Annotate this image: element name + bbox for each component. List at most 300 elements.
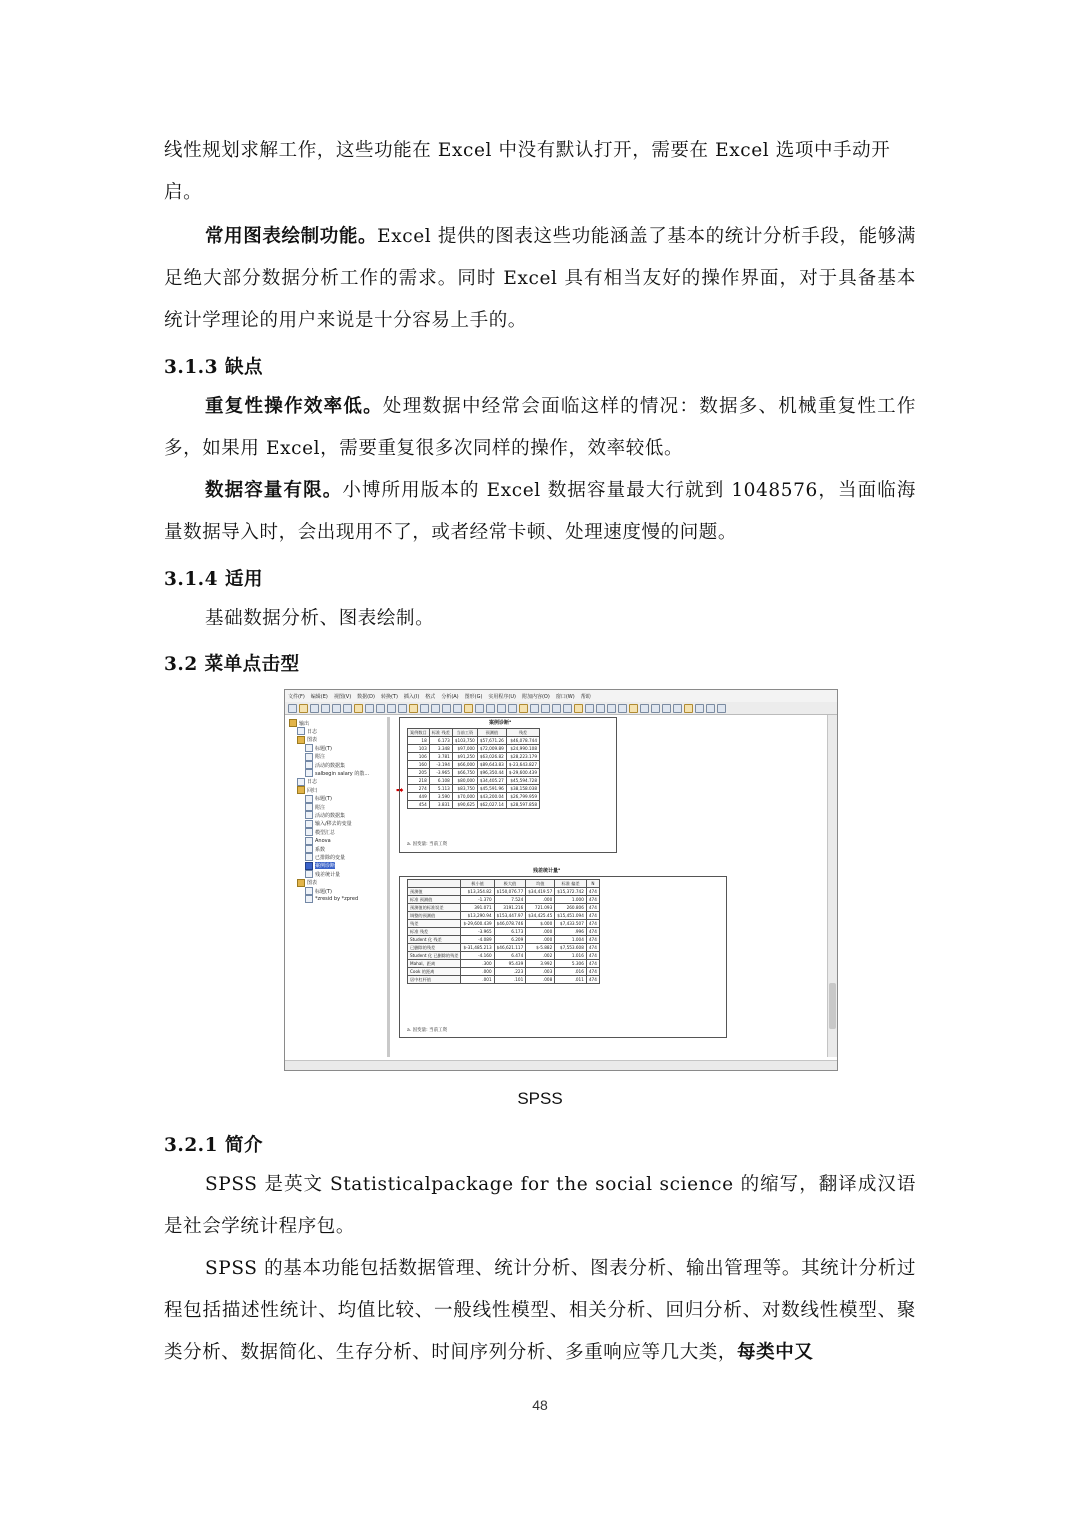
navigator-item-label: 残差统计量 xyxy=(315,871,341,878)
table-cell: $43,200.04 xyxy=(477,793,506,801)
table-footnote: a. 因变量: 当前工资 xyxy=(407,842,448,847)
column-header xyxy=(408,880,461,888)
document-icon xyxy=(305,837,313,845)
table-cell: $96,350.44 xyxy=(477,769,506,777)
table-cell: 474 xyxy=(586,952,599,960)
table-row xyxy=(408,960,600,968)
table-cell: $70,000 xyxy=(452,793,477,801)
toolbar-button-icon[interactable] xyxy=(563,704,572,713)
document-icon xyxy=(305,828,313,836)
bold-lead: 数据容量有限。 xyxy=(205,480,343,501)
table-row xyxy=(408,896,600,904)
table-cell: -3.194 xyxy=(429,761,452,769)
toolbar-button-icon[interactable] xyxy=(596,704,605,713)
table-cell: $24,990.108 xyxy=(506,745,539,753)
spss-menu-item[interactable]: 图形(G) xyxy=(464,693,483,700)
spss-menu-item[interactable]: 插入(I) xyxy=(403,693,420,700)
table-cell: 106 xyxy=(408,753,430,761)
spss-output-pane xyxy=(393,717,827,1057)
table-cell: $26,799.959 xyxy=(506,793,539,801)
table-row xyxy=(408,761,540,769)
paragraph-text: SPSS 的基本功能包括数据管理、统计分析、图表分析、输出管理等。其统计分析过程包括描述性统计、均值比较、一般线性模型、相关分析、回归分析、对数线性模型、聚类分析、数据简化、生存分析、时间序列分析、多重响应等几大类， xyxy=(164,1258,916,1363)
toolbar-button-icon[interactable] xyxy=(651,704,660,713)
toolbar-button-icon[interactable] xyxy=(310,704,319,713)
navigator-item-label: 已排除的变量 xyxy=(315,854,346,861)
navigator-item[interactable] xyxy=(305,895,358,903)
table-cell: 474 xyxy=(586,944,599,952)
table-cell: 474 xyxy=(586,904,599,912)
toolbar-button-icon[interactable] xyxy=(541,704,550,713)
folder-icon xyxy=(297,786,305,794)
document-icon xyxy=(305,753,313,761)
table-cell: 6.173 xyxy=(429,737,452,745)
navigator-item[interactable] xyxy=(305,853,345,861)
document-icon xyxy=(305,811,313,819)
table-row xyxy=(408,976,600,984)
navigator-item[interactable] xyxy=(297,736,317,744)
table-cell: $45,591.96 xyxy=(477,785,506,793)
table-cell: 3.831 xyxy=(429,801,452,809)
table-cell: .008 xyxy=(526,976,555,984)
figure-caption: SPSS xyxy=(517,1089,563,1108)
bold-lead: 常用图表绘制功能。 xyxy=(205,226,378,247)
navigator-item-label: 活动的数据集 xyxy=(315,812,346,819)
document-icon xyxy=(305,744,313,752)
navigator-item[interactable] xyxy=(305,845,325,853)
table-row xyxy=(408,968,600,976)
paragraph-spss-intro: SPSS 是英文 Statisticalpackage for the social science 的缩写，翻译成汉语是社会学统计程序包。 xyxy=(164,1174,916,1237)
navigator-item[interactable] xyxy=(297,727,317,735)
table-row xyxy=(408,904,600,912)
folder-icon xyxy=(297,736,305,744)
table-cell: 218 xyxy=(408,777,430,785)
table-cell: $153,447.97 xyxy=(494,912,526,920)
table-row xyxy=(408,888,600,896)
column-header: 标准 偏差 xyxy=(555,880,587,888)
navigator-item-label: 图表 xyxy=(307,880,318,887)
table-cell: 1.016 xyxy=(555,952,587,960)
spss-menu-item[interactable]: 转换(T) xyxy=(380,693,398,700)
spss-menu-item[interactable]: 窗口(W) xyxy=(555,693,575,700)
navigator-item[interactable] xyxy=(305,837,331,845)
document-icon xyxy=(297,727,305,735)
paragraph-chart-features xyxy=(164,216,916,342)
spss-menu-item[interactable]: 编辑(E) xyxy=(310,693,328,700)
table-cell: $63,026.82 xyxy=(477,753,506,761)
toolbar-button-icon[interactable] xyxy=(574,704,583,713)
table-row xyxy=(408,793,540,801)
table-cell: $57,671.26 xyxy=(477,737,506,745)
toolbar-button-icon[interactable] xyxy=(442,704,451,713)
table-cell: $103,750 xyxy=(452,737,477,745)
table-cell: Student 化 已删除的残差 xyxy=(408,952,461,960)
navigator-item[interactable] xyxy=(305,811,345,819)
column-header: 当前工资 xyxy=(452,729,477,737)
toolbar-button-icon[interactable] xyxy=(585,704,594,713)
spss-menu-item[interactable]: 附加内容(O) xyxy=(521,693,550,700)
table-cell: $45,594.728 xyxy=(506,777,539,785)
table-cell: $.000 xyxy=(526,920,555,928)
navigator-item-label: 标题(T) xyxy=(315,796,332,803)
column-header: 案例数目 xyxy=(408,729,430,737)
table-row xyxy=(408,737,540,745)
table-cell: $34,425.45 xyxy=(526,912,555,920)
navigator-item[interactable] xyxy=(305,744,332,752)
table-cell: .223 xyxy=(494,968,526,976)
spss-menubar xyxy=(285,690,837,702)
document-icon xyxy=(305,862,313,870)
paragraph-text: Excel 提供的图表这些功能涵盖了基本的统计分析手段，能够满足绝大部分数据分析工作的需求。同时 Excel 具有相当友好的操作界面，对于具备基本统计学理论的用户来说是十分容易上手的。 xyxy=(164,226,916,331)
table-cell: $46,078.746 xyxy=(494,920,526,928)
bold-trailing: 每类中又 xyxy=(737,1342,814,1363)
table-cell: Student 化 残差 xyxy=(408,936,461,944)
table-cell: .000 xyxy=(526,936,555,944)
toolbar-button-icon[interactable] xyxy=(398,704,407,713)
section-heading: 3.2.1 简介 xyxy=(164,1135,263,1156)
toolbar-button-icon[interactable] xyxy=(343,704,352,713)
table-cell: $15,451.094 xyxy=(555,912,587,920)
table-cell: 预测值 xyxy=(408,888,461,896)
column-header: 标准 残差 xyxy=(429,729,452,737)
table-cell: 6.209 xyxy=(494,936,526,944)
toolbar-button-icon[interactable] xyxy=(695,704,704,713)
navigator-item[interactable] xyxy=(297,879,317,887)
column-header: 残差 xyxy=(506,729,539,737)
table-cell: .000 xyxy=(526,928,555,936)
toolbar-button-icon[interactable] xyxy=(618,704,627,713)
table-cell: 95.439 xyxy=(494,960,526,968)
table-cell: $-29,600.439 xyxy=(506,769,539,777)
toolbar-button-icon[interactable] xyxy=(464,704,473,713)
document-icon xyxy=(305,845,313,853)
scrollbar-thumb xyxy=(829,983,836,1029)
table-row xyxy=(408,801,540,809)
table-cell: 已删除的残差 xyxy=(408,944,461,952)
table-cell: $34,405.27 xyxy=(477,777,506,785)
navigator-item[interactable] xyxy=(305,870,340,878)
table-row xyxy=(408,952,600,960)
navigator-item-label: 附注 xyxy=(315,754,326,761)
navigator-item[interactable] xyxy=(305,753,325,761)
section-heading: 3.1.4 适用 xyxy=(164,569,263,590)
navigator-item[interactable] xyxy=(297,786,317,794)
column-header: 极小值 xyxy=(461,880,494,888)
navigator-item[interactable] xyxy=(305,887,332,895)
navigator-item[interactable] xyxy=(289,719,309,727)
document-icon xyxy=(305,887,313,895)
table-row xyxy=(408,777,540,785)
navigator-item[interactable] xyxy=(305,795,332,803)
table-cell: $7,433.507 xyxy=(555,920,587,928)
toolbar-button-icon[interactable] xyxy=(431,704,440,713)
table-cell: .001 xyxy=(461,976,494,984)
column-header: 预测值 xyxy=(477,729,506,737)
toolbar-button-icon[interactable] xyxy=(552,704,561,713)
column-header: 均值 xyxy=(526,880,555,888)
table-cell: 103 xyxy=(408,745,430,753)
table-cell: 474 xyxy=(586,896,599,904)
table-cell: -3.965 xyxy=(429,769,452,777)
table-cell: Mahal。距离 xyxy=(408,960,461,968)
table-cell: $62,027.14 xyxy=(477,801,506,809)
document-icon xyxy=(305,795,313,803)
case-diagnostics-title: 案例诊断ᵃ xyxy=(489,720,512,726)
table-cell: $-29,600.439 xyxy=(461,920,494,928)
table-cell: 3.348 xyxy=(429,745,452,753)
spss-menu-item[interactable]: 数据(D) xyxy=(357,693,375,700)
table-cell: $97,000 xyxy=(452,745,477,753)
navigator-item-label: 图表 xyxy=(307,737,318,744)
toolbar-button-icon[interactable] xyxy=(387,704,396,713)
table-cell: $-23,643.827 xyxy=(506,761,539,769)
table-cell: 160 xyxy=(408,761,430,769)
table-row xyxy=(408,944,600,952)
toolbar-button-icon[interactable] xyxy=(530,704,539,713)
paragraph-text: 处理数据中经常会面临这样的情况：数据多、机械重复性工作多，如果用 Excel，需要重复很多次同样的操作，效率较低。 xyxy=(164,396,917,459)
table-cell: $150,076.77 xyxy=(494,888,526,896)
table-cell: .300 xyxy=(461,960,494,968)
table-cell: .011 xyxy=(555,976,587,984)
toolbar-button-icon[interactable] xyxy=(640,704,649,713)
table-cell: $38,158.038 xyxy=(506,785,539,793)
toolbar-button-icon[interactable] xyxy=(684,704,693,713)
navigator-item[interactable] xyxy=(305,761,345,769)
table-cell: .000 xyxy=(461,968,494,976)
folder-icon xyxy=(297,879,305,887)
table-cell: -1.370 xyxy=(461,896,494,904)
navigator-item-label: 日志 xyxy=(307,728,318,735)
document-icon xyxy=(305,761,313,769)
table-row xyxy=(408,928,600,936)
horizontal-scrollbar xyxy=(285,1060,837,1070)
table-row xyxy=(408,920,600,928)
table-cell: $34,419.57 xyxy=(526,888,555,896)
table-cell: 260.806 xyxy=(555,904,587,912)
toolbar-button-icon[interactable] xyxy=(497,704,506,713)
table-cell: 7.524 xyxy=(494,896,526,904)
navigator-item-label: 活动的数据集 xyxy=(315,762,346,769)
table-cell: .002 xyxy=(526,952,555,960)
table-row xyxy=(408,912,600,920)
navigator-item-label: 日志 xyxy=(307,779,318,786)
toolbar-button-icon[interactable] xyxy=(607,704,616,713)
navigator-item[interactable] xyxy=(305,828,335,836)
table-cell: .000 xyxy=(526,896,555,904)
navigator-item[interactable] xyxy=(305,862,335,870)
navigator-item[interactable] xyxy=(305,803,325,811)
table-cell: $90,625 xyxy=(452,801,477,809)
paragraph-inefficiency xyxy=(164,386,916,470)
table-cell: .016 xyxy=(555,968,587,976)
table-row xyxy=(408,745,540,753)
table-cell: 3.781 xyxy=(429,753,452,761)
navigator-item[interactable] xyxy=(305,820,352,828)
toolbar-button-icon[interactable] xyxy=(409,704,418,713)
table-cell: 1.004 xyxy=(555,936,587,944)
table-cell: -4.089 xyxy=(461,936,494,944)
navigator-item-label: 附注 xyxy=(315,804,326,811)
table-cell: $46,621.117 xyxy=(494,944,526,952)
navigator-item-label: 输入/移去的变量 xyxy=(315,821,352,828)
table-cell: Cook 的距离 xyxy=(408,968,461,976)
document-icon xyxy=(305,870,313,878)
table-cell: 3.992 xyxy=(526,960,555,968)
spss-output-navigator xyxy=(287,717,390,1057)
table-cell: 474 xyxy=(586,920,599,928)
table-cell: .101 xyxy=(494,976,526,984)
toolbar-button-icon[interactable] xyxy=(354,704,363,713)
navigator-item-label: salbegin salary 的散... xyxy=(315,770,370,777)
table-cell: $13,290.94 xyxy=(461,912,494,920)
toolbar-button-icon[interactable] xyxy=(420,704,429,713)
paragraph-applicable: 基础数据分析、图表绘制。 xyxy=(205,608,435,629)
page-number: 48 xyxy=(532,1397,548,1413)
table-cell: 3.590 xyxy=(429,793,452,801)
navigator-item-label: Anova xyxy=(315,837,331,844)
toolbar-button-icon[interactable] xyxy=(332,704,341,713)
paragraph-line: 启。 xyxy=(164,182,203,203)
toolbar-button-icon[interactable] xyxy=(706,704,715,713)
table-cell: 3191.216 xyxy=(494,904,526,912)
toolbar-button-icon[interactable] xyxy=(519,704,528,713)
table-footnote: a. 因变量: 当前工资 xyxy=(407,1028,448,1033)
table-cell: $91,250 xyxy=(452,753,477,761)
table-cell: .996 xyxy=(555,928,587,936)
column-header: N xyxy=(586,880,599,888)
table-cell: 1.000 xyxy=(555,896,587,904)
table-cell: 454 xyxy=(408,801,430,809)
paragraph-text: 小博所用版本的 Excel 数据容量最大行就到 1048576，当面临海量数据导入时，会出现用不了，或者经常卡顿、处理速度慢的问题。 xyxy=(164,480,916,543)
toolbar-button-icon[interactable] xyxy=(508,704,517,713)
table-cell: 474 xyxy=(586,936,599,944)
case-diagnostics-table xyxy=(407,728,540,809)
toolbar-button-icon[interactable] xyxy=(299,704,308,713)
folder-icon xyxy=(289,719,297,727)
toolbar-button-icon[interactable] xyxy=(453,704,462,713)
section-heading: 3.1.3 缺点 xyxy=(164,357,263,378)
table-cell: $66,000 xyxy=(452,761,477,769)
navigator-item-label: 案例诊断 xyxy=(315,863,336,870)
table-cell: $80,000 xyxy=(452,777,477,785)
spss-menu-item[interactable]: 实用程序(U) xyxy=(488,693,516,700)
navigator-item[interactable] xyxy=(305,769,369,777)
table-cell: $28,597.858 xyxy=(506,801,539,809)
table-cell: 474 xyxy=(586,968,599,976)
table-cell: $46,078.744 xyxy=(506,737,539,745)
document-icon xyxy=(305,820,313,828)
current-item-arrow-icon: ➡ xyxy=(396,786,404,796)
document-icon xyxy=(305,769,313,777)
table-cell: $7,553.608 xyxy=(555,944,587,952)
toolbar-button-icon[interactable] xyxy=(365,704,374,713)
table-cell: 6.173 xyxy=(494,928,526,936)
table-cell: 预测值的标准误差 xyxy=(408,904,461,912)
table-cell: $66,750 xyxy=(452,769,477,777)
table-cell: -4.160 xyxy=(461,952,494,960)
table-cell: 205 xyxy=(408,769,430,777)
table-cell: 标准 预测值 xyxy=(408,896,461,904)
toolbar-button-icon[interactable] xyxy=(673,704,682,713)
navigator-item-label: 标题(T) xyxy=(315,888,332,895)
navigator-item-label: 系数 xyxy=(315,846,326,853)
table-cell: 5.306 xyxy=(555,960,587,968)
toolbar-button-icon[interactable] xyxy=(717,704,726,713)
toolbar-button-icon[interactable] xyxy=(288,704,297,713)
table-cell: 474 xyxy=(586,888,599,896)
toolbar-button-icon[interactable] xyxy=(662,704,671,713)
toolbar-button-icon[interactable] xyxy=(376,704,385,713)
table-cell: 449 xyxy=(408,793,430,801)
residual-stats-title: 残差统计量ᵃ xyxy=(533,868,561,874)
table-row xyxy=(408,785,540,793)
spss-menu-item[interactable]: 文件(F) xyxy=(288,693,305,700)
table-row xyxy=(408,769,540,777)
spss-menu-item[interactable]: 视图(V) xyxy=(333,693,352,700)
table-cell: 6.108 xyxy=(429,777,452,785)
navigator-item-label: *zresid by *zpred xyxy=(315,896,359,903)
navigator-item-label: 标题(T) xyxy=(315,745,332,752)
table-cell: -3.965 xyxy=(461,928,494,936)
table-cell: $13,354.82 xyxy=(461,888,494,896)
paragraph-line: 线性规划求解工作，这些功能在 Excel 中没有默认打开，需要在 Excel 选项中手动开 xyxy=(164,140,891,161)
table-cell: 274 xyxy=(408,785,430,793)
document-icon xyxy=(297,778,305,786)
table-cell: $28,223.179 xyxy=(506,753,539,761)
table-cell: 残差 xyxy=(408,920,461,928)
table-cell: 474 xyxy=(586,976,599,984)
spss-toolbar xyxy=(285,702,837,715)
table-cell: 18 xyxy=(408,737,430,745)
table-cell: 474 xyxy=(586,960,599,968)
table-cell: .003 xyxy=(526,968,555,976)
paragraph-capacity xyxy=(164,470,916,554)
vertical-scrollbar xyxy=(827,715,837,1057)
column-header: 极大值 xyxy=(494,880,526,888)
section-heading: 3.2 菜单点击型 xyxy=(164,654,300,675)
spss-menu-item[interactable]: 分析(A) xyxy=(441,693,459,700)
table-cell: $72,009.89 xyxy=(477,745,506,753)
document-icon xyxy=(305,853,313,861)
table-row xyxy=(408,936,600,944)
navigator-item[interactable] xyxy=(297,778,317,786)
table-cell: 6.474 xyxy=(494,952,526,960)
spss-menu-item[interactable]: 格式 xyxy=(425,693,436,700)
spss-menu-item[interactable]: 帮助 xyxy=(580,693,591,700)
document-icon xyxy=(305,895,313,903)
table-cell: 居中杠杆值 xyxy=(408,976,461,984)
navigator-item-label: 模型汇总 xyxy=(315,829,336,836)
table-cell: 721.093 xyxy=(526,904,555,912)
spss-screenshot xyxy=(284,689,838,1071)
toolbar-button-icon[interactable] xyxy=(321,704,330,713)
table-cell: 标准 残差 xyxy=(408,928,461,936)
table-cell: 474 xyxy=(586,912,599,920)
table-cell: 5.113 xyxy=(429,785,452,793)
residual-stats-table xyxy=(407,879,600,984)
navigator-item-label: 回归 xyxy=(307,787,318,794)
table-cell: $89,643.83 xyxy=(477,761,506,769)
toolbar-button-icon[interactable] xyxy=(629,704,638,713)
table-cell: 调整的预测值 xyxy=(408,912,461,920)
bold-lead: 重复性操作效率低。 xyxy=(205,396,383,417)
table-cell: $-5.882 xyxy=(526,944,555,952)
table-cell: 391.071 xyxy=(461,904,494,912)
toolbar-button-icon[interactable] xyxy=(486,704,495,713)
toolbar-button-icon[interactable] xyxy=(475,704,484,713)
table-cell: $15,372.742 xyxy=(555,888,587,896)
document-icon xyxy=(305,803,313,811)
table-row xyxy=(408,753,540,761)
